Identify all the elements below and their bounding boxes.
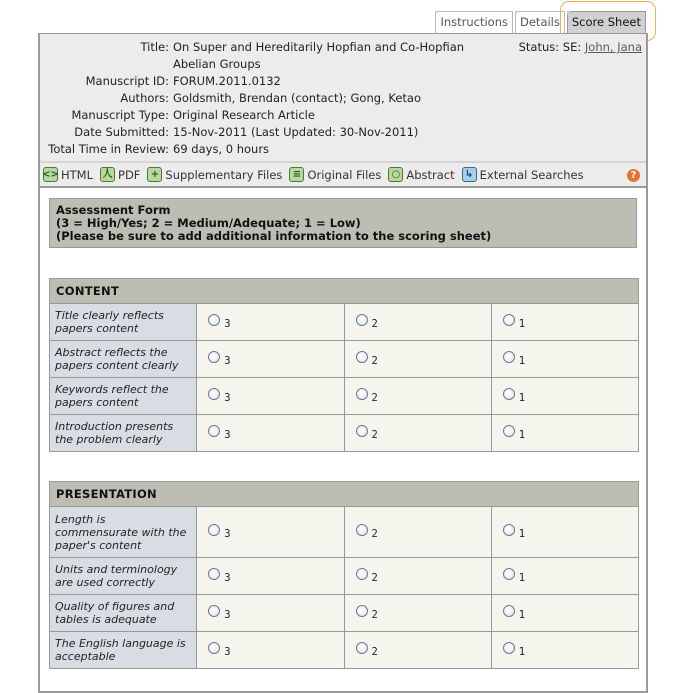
document-icon: ≡ xyxy=(289,167,304,182)
option-3[interactable]: 3 xyxy=(197,507,344,558)
title-label: Title: xyxy=(140,40,169,54)
radio-button[interactable] xyxy=(503,642,515,654)
radio-button[interactable] xyxy=(208,524,220,536)
option-1[interactable]: 1 xyxy=(491,558,638,595)
external-searches-label: External Searches xyxy=(479,167,584,182)
authors-value: Goldsmith, Brendan (contact); Gong, Ketao xyxy=(173,91,421,105)
pdf-icon: 人 xyxy=(100,167,115,182)
radio-button[interactable] xyxy=(208,388,220,400)
id-label: Manuscript ID: xyxy=(85,74,169,88)
option-1[interactable]: 1 xyxy=(491,415,638,452)
radio-button[interactable] xyxy=(503,425,515,437)
section-title: PRESENTATION xyxy=(50,482,639,507)
option-3[interactable]: 3 xyxy=(197,415,344,452)
radio-button[interactable] xyxy=(208,642,220,654)
question-label: Title clearly reflects papers content xyxy=(50,304,197,341)
plus-icon: + xyxy=(147,167,162,182)
tab-score-sheet[interactable]: Score Sheet xyxy=(567,11,646,33)
radio-button[interactable] xyxy=(356,568,368,580)
abstract-icon: ○ xyxy=(388,167,403,182)
radio-button[interactable] xyxy=(356,351,368,363)
manuscript-info xyxy=(40,34,646,162)
option-3[interactable]: 3 xyxy=(197,378,344,415)
option-3[interactable]: 3 xyxy=(197,558,344,595)
tab-details[interactable]: Details xyxy=(515,11,565,33)
table-row xyxy=(50,507,639,558)
question-label: Keywords reflect the papers content xyxy=(50,378,197,415)
authors-row xyxy=(40,90,646,107)
supplementary-files-button[interactable] xyxy=(147,167,282,182)
external-search-icon: ↳ xyxy=(462,167,477,182)
pdf-button[interactable] xyxy=(100,167,140,182)
option-1[interactable]: 1 xyxy=(491,632,638,669)
option-3[interactable]: 3 xyxy=(197,632,344,669)
date-value: 15-Nov-2011 (Last Updated: 30-Nov-2011) xyxy=(173,125,419,139)
manuscript-panel xyxy=(38,33,648,693)
assessment-title: Assessment Form xyxy=(56,203,171,217)
original-files-label: Original Files xyxy=(307,167,382,182)
id-row xyxy=(40,73,646,90)
radio-button[interactable] xyxy=(503,568,515,580)
pdf-label: PDF xyxy=(118,167,141,182)
score-sheet-content xyxy=(40,188,646,669)
status-editor-link[interactable]: John, Jana xyxy=(584,40,642,54)
tab-bar xyxy=(433,11,646,33)
question-label: Quality of figures and tables is adequate xyxy=(50,595,197,632)
option-2[interactable]: 2 xyxy=(344,304,491,341)
html-label: HTML xyxy=(61,167,94,182)
table-row xyxy=(50,415,639,452)
presentation-section xyxy=(49,481,639,669)
radio-button[interactable] xyxy=(208,568,220,580)
abstract-button[interactable] xyxy=(388,167,454,182)
original-files-button[interactable] xyxy=(289,167,381,182)
authors-label: Authors: xyxy=(120,91,169,105)
radio-button[interactable] xyxy=(356,314,368,326)
option-1[interactable]: 1 xyxy=(491,507,638,558)
radio-button[interactable] xyxy=(503,605,515,617)
option-3[interactable]: 3 xyxy=(197,304,344,341)
radio-button[interactable] xyxy=(356,524,368,536)
option-2[interactable]: 2 xyxy=(344,632,491,669)
time-row xyxy=(40,141,646,158)
option-1[interactable]: 1 xyxy=(491,304,638,341)
table-row xyxy=(50,632,639,669)
option-2[interactable]: 2 xyxy=(344,558,491,595)
radio-button[interactable] xyxy=(208,425,220,437)
radio-button[interactable] xyxy=(503,524,515,536)
radio-button[interactable] xyxy=(356,605,368,617)
type-row xyxy=(40,107,646,124)
option-2[interactable]: 2 xyxy=(344,595,491,632)
help-icon[interactable]: ? xyxy=(627,169,640,182)
table-row xyxy=(50,378,639,415)
option-1[interactable]: 1 xyxy=(491,378,638,415)
option-2[interactable]: 2 xyxy=(344,341,491,378)
section-title: CONTENT xyxy=(50,279,639,304)
assessment-header xyxy=(49,198,637,248)
content-section xyxy=(49,278,639,452)
type-label: Manuscript Type: xyxy=(71,108,169,122)
radio-button[interactable] xyxy=(503,314,515,326)
html-icon: <> xyxy=(43,167,58,182)
question-label: Length is commensurate with the paper's content xyxy=(50,507,197,558)
time-value: 69 days, 0 hours xyxy=(173,142,270,156)
radio-button[interactable] xyxy=(503,388,515,400)
id-value: FORUM.2011.0132 xyxy=(173,74,281,88)
tab-instructions[interactable]: Instructions xyxy=(435,11,513,33)
toolbar xyxy=(40,162,646,188)
status-label: Status: SE: xyxy=(518,40,582,54)
option-2[interactable]: 2 xyxy=(344,507,491,558)
radio-button[interactable] xyxy=(356,642,368,654)
radio-button[interactable] xyxy=(356,388,368,400)
table-row xyxy=(50,341,639,378)
option-1[interactable]: 1 xyxy=(491,341,638,378)
table-row xyxy=(50,304,639,341)
html-button[interactable] xyxy=(43,167,93,182)
radio-button[interactable] xyxy=(208,314,220,326)
date-label: Date Submitted: xyxy=(74,125,169,139)
question-label: The English language is acceptable xyxy=(50,632,197,669)
option-3[interactable]: 3 xyxy=(197,341,344,378)
radio-button[interactable] xyxy=(208,351,220,363)
radio-button[interactable] xyxy=(356,425,368,437)
question-label: Abstract reflects the papers content clearly xyxy=(50,341,197,378)
question-label: Introduction presents the problem clearly xyxy=(50,415,197,452)
title-value: On Super and Hereditarily Hopfian and Co-Hopfian Abelian Groups xyxy=(173,40,465,71)
date-row xyxy=(40,124,646,141)
supplementary-files-label: Supplementary Files xyxy=(165,167,283,182)
table-row xyxy=(50,558,639,595)
assessment-note: (Please be sure to add additional information to the scoring sheet) xyxy=(56,229,492,243)
radio-button[interactable] xyxy=(208,605,220,617)
option-2[interactable]: 2 xyxy=(344,378,491,415)
option-1[interactable]: 1 xyxy=(491,595,638,632)
external-searches-button[interactable] xyxy=(462,167,584,182)
time-label: Total Time in Review: xyxy=(48,142,169,156)
question-label: Units and terminology are used correctly xyxy=(50,558,197,595)
type-value: Original Research Article xyxy=(173,108,315,122)
radio-button[interactable] xyxy=(503,351,515,363)
assessment-scale: (3 = High/Yes; 2 = Medium/Adequate; 1 = Low) xyxy=(56,216,361,230)
option-3[interactable]: 3 xyxy=(197,595,344,632)
table-row xyxy=(50,595,639,632)
abstract-label: Abstract xyxy=(406,167,455,182)
option-2[interactable]: 2 xyxy=(344,415,491,452)
status xyxy=(519,39,642,56)
